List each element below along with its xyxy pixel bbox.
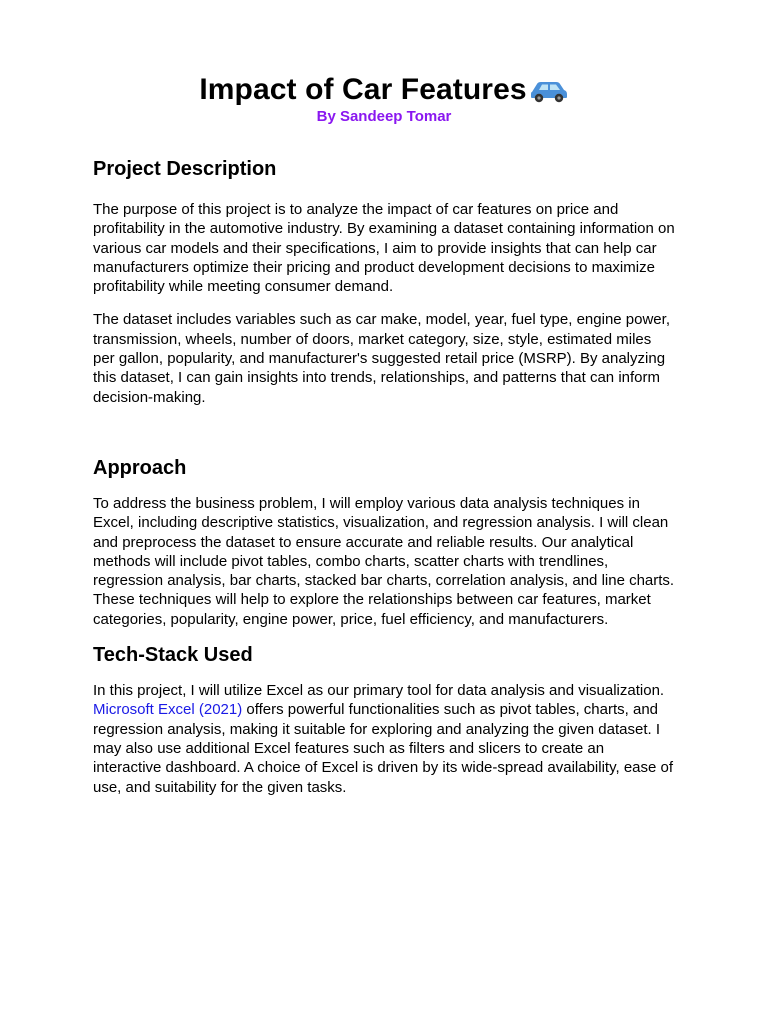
title-row (199, 72, 568, 108)
heading-project-description: Project Description (93, 158, 277, 180)
approach-paragraph: To address the business problem, I will employ various data analysis techniques in Excel, including descriptive statistics, visualization, and regression analysis. I will clean and preprocess the dataset to ensure accurate and reliable results. Our analytical methods will include pivot tables, combo charts, scatter charts with trendlines, regression analysis, bar charts, stacked bar charts, correlation analysis, and line charts. These techniques will help to explore the relationships between car features, market categories, popularity, engine power, price, fuel efficiency, and manufacturers. (93, 494, 675, 628)
microsoft-excel-link[interactable]: Microsoft Excel (2021) (93, 701, 243, 719)
car-icon (529, 75, 569, 105)
tech-text-before-link: In this project, I will utilize Excel as our primary tool for data analysis and visualization. (93, 682, 665, 700)
title-block (93, 72, 675, 126)
description-paragraph-1: The purpose of this project is to analyze the impact of car features on price and profitability in the automotive industry. By examining a dataset containing information on various car models and their specifications, I aim to provide insights that can help car manufacturers optimize their pricing and product development decisions to maximize profitability while meeting consumer demand. (93, 201, 675, 296)
document-title: Impact of Car Features (199, 73, 527, 106)
car-hub-front (537, 96, 540, 99)
heading-tech-stack: Tech-Stack Used (93, 644, 253, 667)
tech-stack-paragraph (93, 681, 675, 797)
heading-approach: Approach (93, 456, 187, 479)
description-paragraph-2: The dataset includes variables such as car make, model, year, fuel type, engine power, transmission, wheels, number of doors, market category, size, style, estimated miles per gallon, popularity, and manufacturer's suggested retail price (MSRP). By analyzing this dataset, I can gain insights into trends, relationships, and patterns that can inform decision-making. (93, 311, 670, 406)
tech-text-after-link: offers powerful functionalities such as pivot tables, charts, and regression analysis, making it suitable for exploring and analyzing the given dataset. I may also use additional Excel features such as filters and slicers to create an interactive dashboard. A choice of Excel is driven by its wide-spread availability, ease of use, and suitability for the given tasks. (93, 701, 674, 796)
author-byline: By Sandeep Tomar (316, 108, 452, 125)
car-hub-rear (557, 96, 560, 99)
